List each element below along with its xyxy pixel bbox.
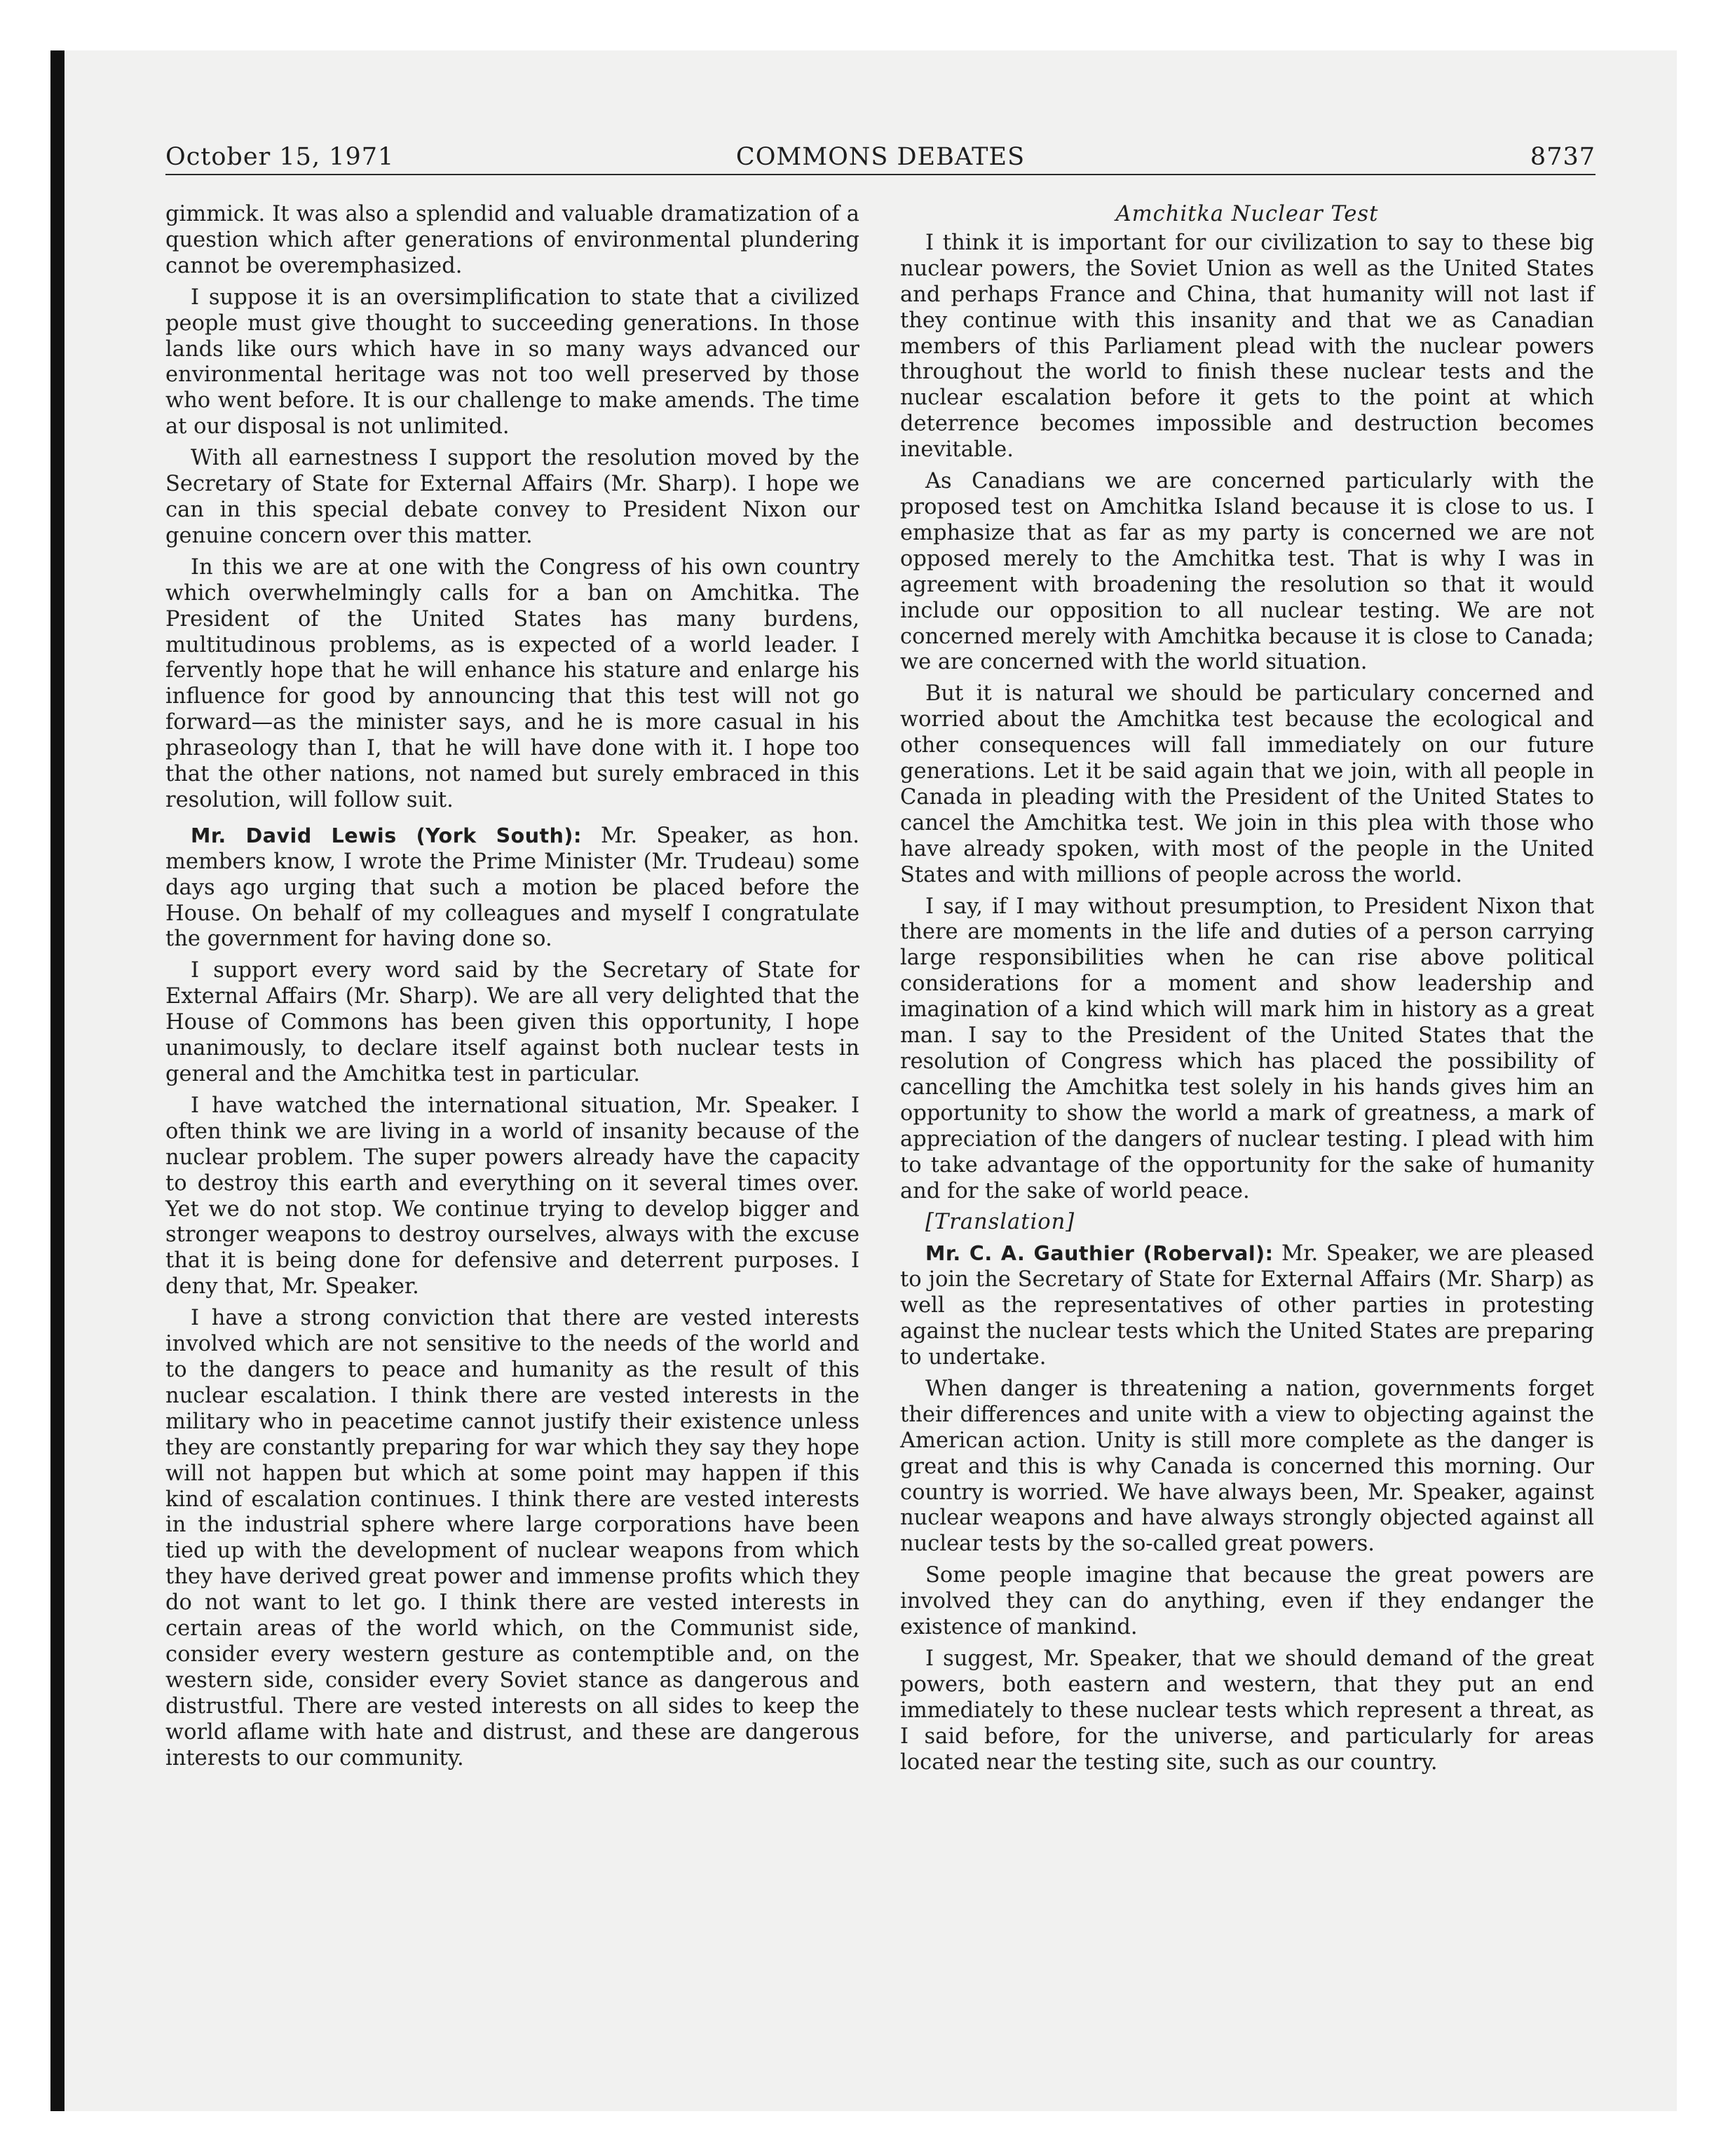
speaker-name: Mr. David Lewis (York South):: [191, 824, 582, 847]
paragraph: With all earnestness I support the resolution moved by the Secretary of State for External Affairs (Mr. Sharp). I hope we can in this special debate convey to President Nixon our genuine concern over this matter.: [165, 446, 859, 548]
paragraph: I support every word said by the Secretary of State for External Affairs (Mr. Sharp). We are all very delighted that the House of Commons has been given this opportunity, I hope unanimously, to declare itself against both nuclear tests in general and the Amchitka test in particular.: [165, 958, 859, 1086]
header-publication-title: COMMONS DEBATES: [735, 143, 1026, 171]
binding-edge: [50, 50, 64, 2111]
paragraph: I have a strong conviction that there are vested interests involved which are not sensitive to the needs of the world and to the dangers to peace and humanity as the result of this nuclear escalation. I think there are vested interests in the military who in peacetime cannot justify their existence unless they are constantly preparing for war which they say they hope will not happen but which at some point may happen if this kind of escalation continues. I think there are vested interests in the industrial sphere where large corporations have been tied up with the development of nuclear weapons from which they have derived great power and immense profits which they do not want to let go. I think there are vested interests in certain areas of the world which, on the Communist side, consider every western gesture as contemptible and, on the western side, consider every Soviet stance as dangerous and distrustful. There are vested interests on all sides to keep the world aflame with hate and distrust, and these are dangerous interests to our community.: [165, 1306, 859, 1770]
paragraph: I suggest, Mr. Speaker, that we should demand of the great powers, both eastern and western, that they put an end immediately to these nuclear tests which represent a threat, as I said before, for the universe, and particularly for areas located near the testing site, such as our country.: [900, 1646, 1594, 1775]
paragraph: I suppose it is an oversimplification to state that a civilized people must give thought to succeeding generations. In those lands like ours which have in so many ways advanced our environmental heritage was not too well preserved by those who went before. It is our challenge to make amends. The time at our disposal is not unlimited.: [165, 285, 859, 439]
speaker-name: Mr. C. A. Gauthier (Roberval):: [925, 1242, 1274, 1266]
paragraph: I say, if I may without presumption, to President Nixon that there are moments in the life and duties of a person carrying large responsibilities when he can rise above political considerations for a moment and show leadership and imagination of a kind which will mark him in history as a great man. I say to the President of the United States that the resolution of Congress which has placed the possibility of cancelling the Amchitka test solely in his hands gives him an opportunity to show the world a mark of greatness, a mark of appreciation of the dangers of nuclear testing. I plead with him to take advantage of the opportunity for the sake of humanity and for the sake of world peace.: [900, 894, 1594, 1203]
right-column: [900, 202, 1594, 1781]
speech-text: Mr. Speaker, as hon. members know, I wrote the Prime Minister (Mr. Trudeau) some days ago urging that such a motion be placed before the House. On behalf of my colleagues and myself I congratulate the government for having done so.: [165, 823, 859, 952]
paragraph: As Canadians we are concerned particularly with the proposed test on Amchitka Island because it is close to us. I emphasize that as far as my party is concerned we are not opposed merely to the Amchitka test. That is why I was in agreement with broadening the resolution so that it would include our opposition to all nuclear testing. We are not concerned merely with Amchitka because it is close to Canada; we are concerned with the world situation.: [900, 469, 1594, 675]
header-page-number: 8737: [1530, 143, 1595, 171]
paragraph: In this we are at one with the Congress of his own country which overwhelmingly calls for a ban on Amchitka. The President of the United States has many burdens, multitudinous problems, as is expected of a world leader. I fervently hope that he will enhance his stature and enlarge his influence for good by announcing that this test will not go forward—as the minister says, and he is more casual in his phraseology than I, that he will have done with it. I hope too that the other nations, not named but surely embraced in this resolution, will follow suit.: [165, 554, 859, 812]
header-date: October 15, 1971: [165, 143, 395, 171]
paragraph: When danger is threatening a nation, governments forget their differences and unite with a view to objecting against the American action. Unity is still more complete as the danger is great and this is why Canada is concerned this morning. Our country is worried. We have always been, Mr. Speaker, against nuclear weapons and have always strongly objected against all nuclear tests by the so-called great powers.: [900, 1376, 1594, 1557]
speech-paragraph: [165, 824, 859, 953]
section-title: Amchitka Nuclear Test: [1115, 202, 1379, 226]
left-column: [165, 202, 859, 1777]
speech-text: Mr. Speaker, we are pleased to join the Secretary of State for External Affairs (Mr. Sharp) as well as the representatives of other parties in protesting against the nuclear tests which the United States are preparing to undertake.: [900, 1241, 1594, 1370]
paragraph: I think it is important for our civilization to say to these big nuclear powers, the Soviet Union as well as the United States and perhaps France and China, that humanity will not last if they continue with this insanity and that we as Canadian members of this Parliament plead with the nuclear powers throughout the world to finish these nuclear tests and the nuclear escalation before it gets to the point at which deterrence becomes impossible and destruction becomes inevitable.: [900, 230, 1594, 463]
paragraph: Some people imagine that because the great powers are involved they can do anything, even if they endanger the existence of mankind.: [900, 1563, 1594, 1640]
paragraph: But it is natural we should be particulary concerned and worried about the Amchitka test because the ecological and other consequences will fall immediately on our future generations. Let it be said again that we join, with all people in Canada in pleading with the President of the United States to cancel the Amchitka test. We join in this plea with those who have already spoken, with most of the people in the United States and with millions of people across the world.: [900, 681, 1594, 887]
paragraph: gimmick. It was also a splendid and valuable dramatization of a question which after generations of environmental plundering cannot be overemphasized.: [165, 202, 859, 278]
page-header: [165, 142, 1595, 175]
translation-label: [Translation]: [925, 1210, 1075, 1235]
paragraph: I have watched the international situation, Mr. Speaker. I often think we are living in a world of insanity because of the nuclear problem. The super powers already have the capacity to destroy this earth and everything on it several times over. Yet we do not stop. We continue trying to develop bigger and stronger weapons to destroy ourselves, always with the excuse that it is being done for defensive and deterrent purposes. I deny that, Mr. Speaker.: [165, 1093, 859, 1299]
speech-paragraph: [900, 1241, 1594, 1371]
